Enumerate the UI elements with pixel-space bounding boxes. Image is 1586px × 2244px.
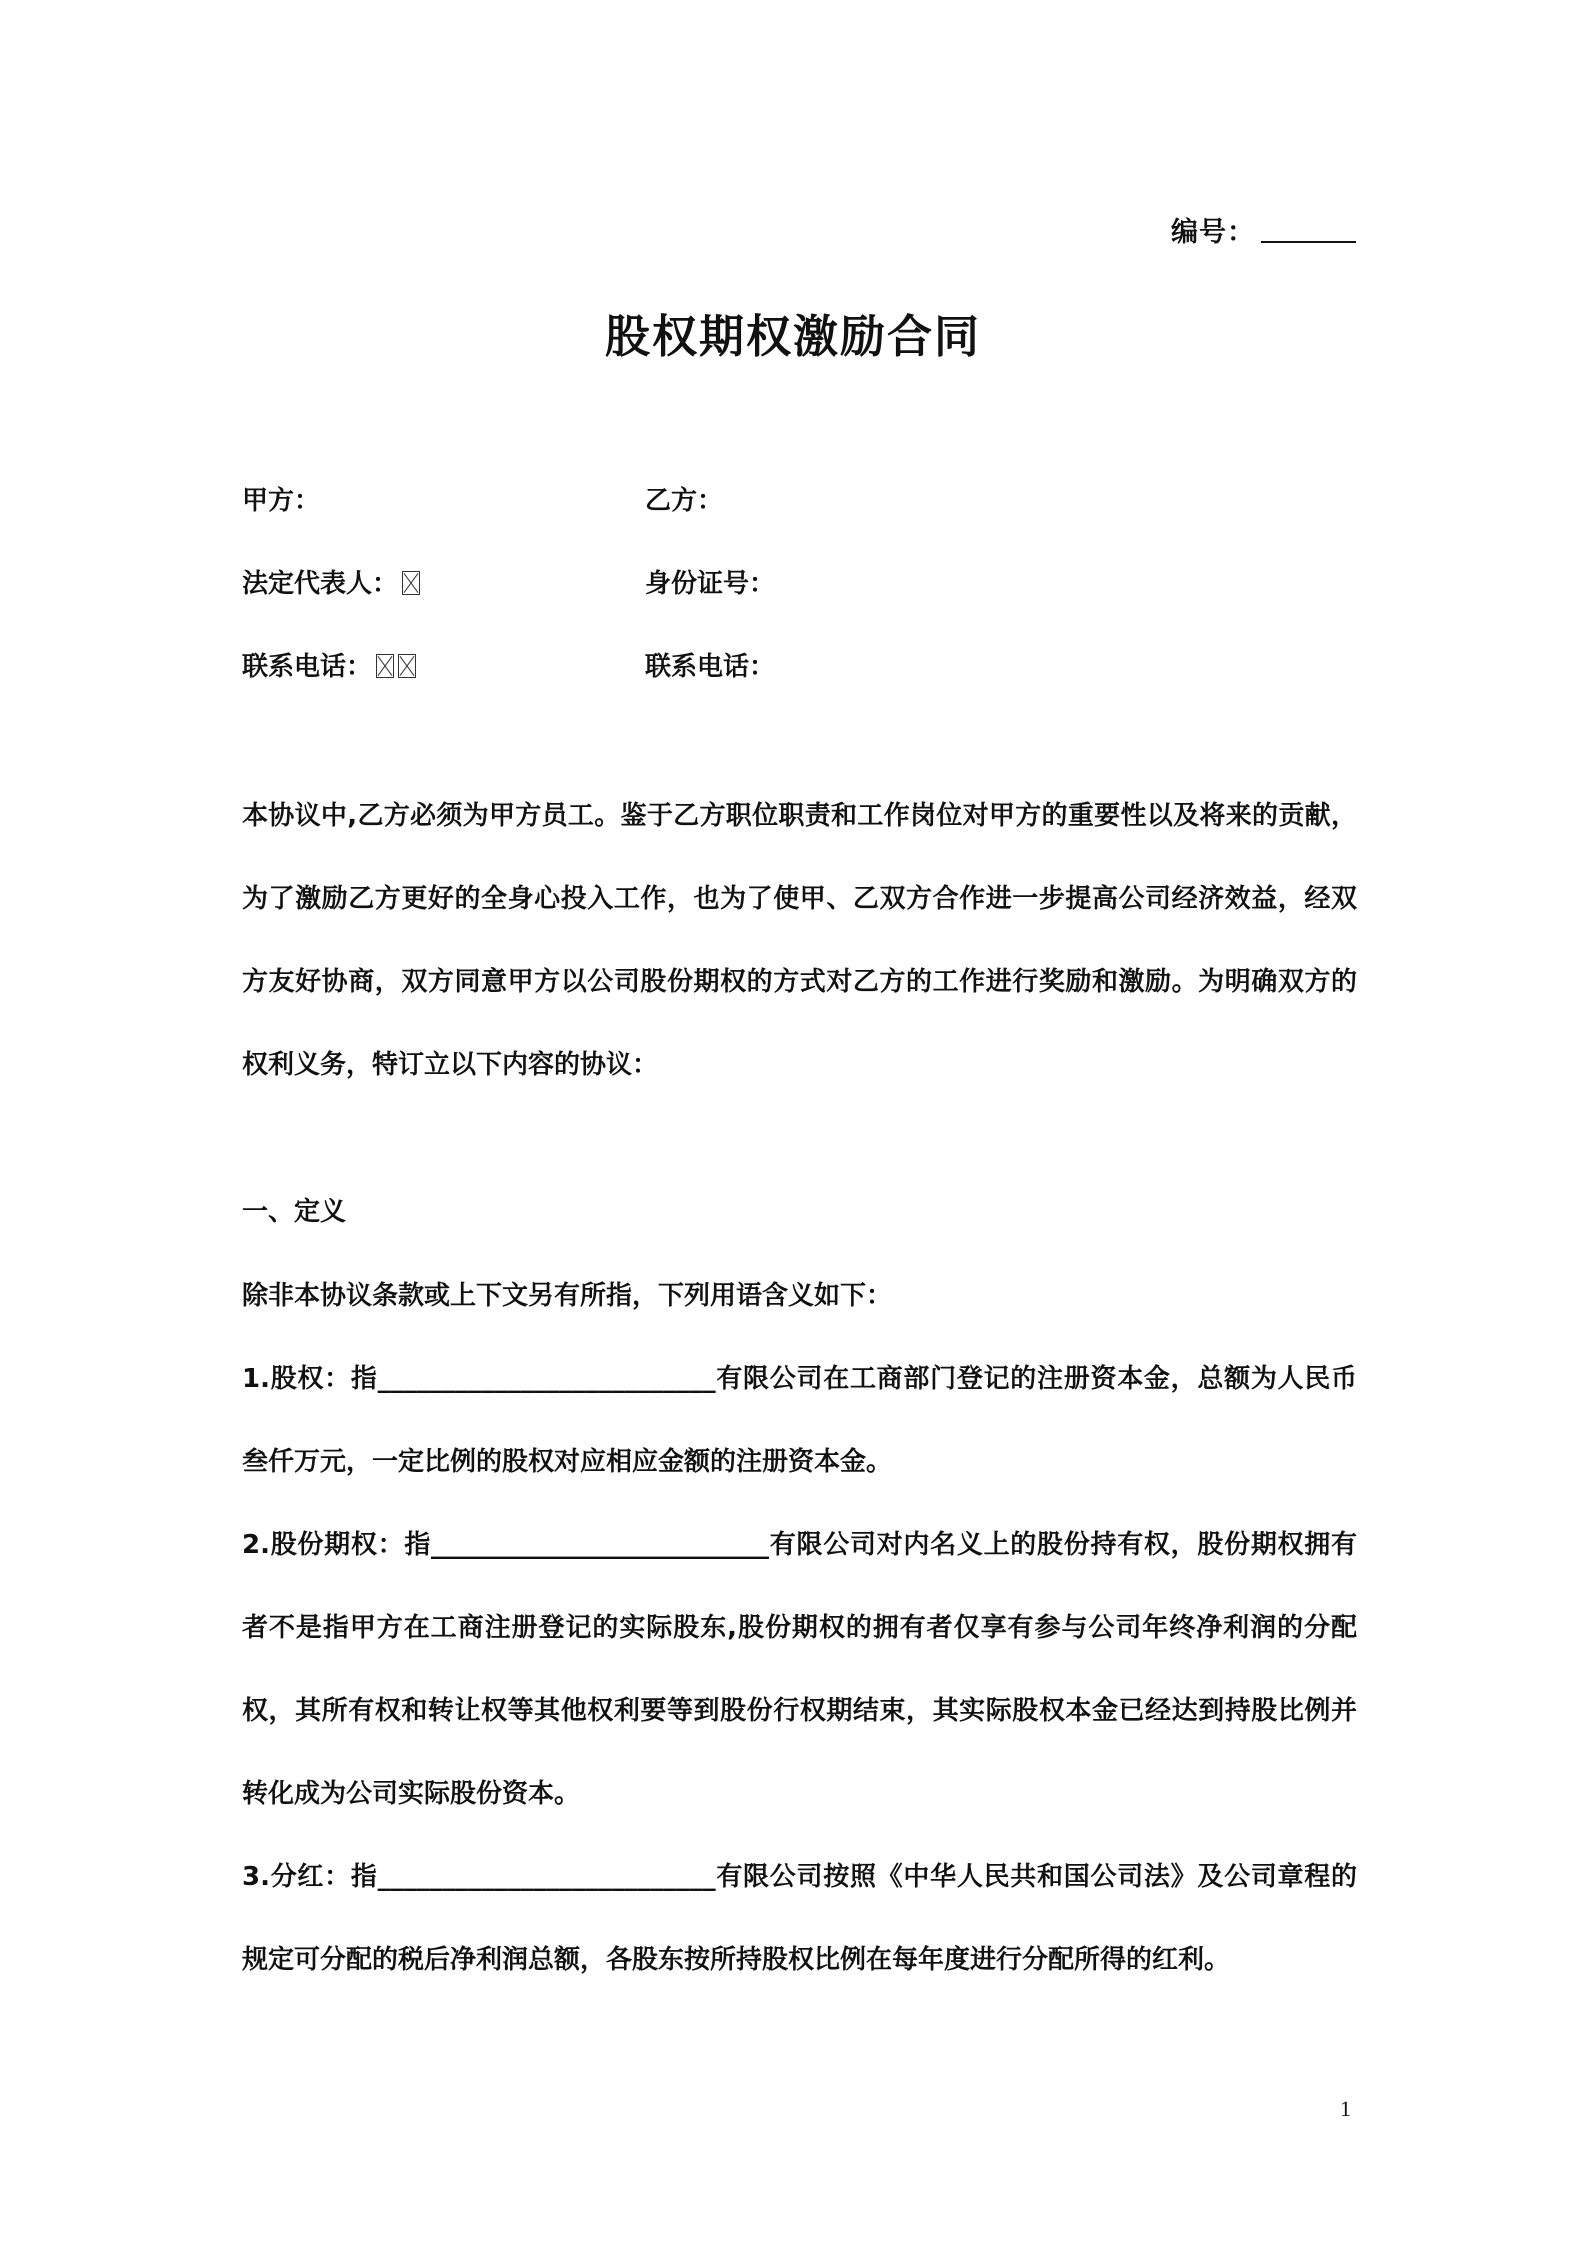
doc-number: [1171, 210, 1356, 249]
definition-item-2: 2.股份期权：指__________________________有限公司对内名义上的股份持有权，股份期权拥有者不是指甲方在工商注册登记的实际股东,股份期权的拥有者仅享有参与公司年终净利润的分配权，其所有权和转让权等其他权利要等到股份行权期结束，其实际股权本金已经达到持股比例并转化成为公司实际股份资本。: [242, 1530, 1357, 1809]
missing-glyph-icon: [398, 654, 416, 678]
doc-number-blank: [1261, 215, 1356, 243]
party-b-label: 乙方：: [645, 486, 724, 516]
document-title: 股权期权激励合同: [604, 310, 981, 363]
legal-rep-row: [242, 567, 420, 601]
definition-item-1: 1.股权：指__________________________有限公司在工商部门登记的注册资本金，总额为人民币叁仟万元，一定比例的股权对应相应金额的注册资本金。: [242, 1364, 1357, 1477]
phone-a-row: [242, 650, 416, 684]
legal-rep-label: 法定代表人：: [242, 569, 399, 599]
missing-glyph-icon: [376, 654, 394, 678]
doc-number-label: 编号：: [1171, 217, 1255, 248]
phone-b-label: 联系电话：: [645, 652, 776, 682]
definition-item-3: 3.分红：指__________________________有限公司按照《中华人民共和国公司法》及公司章程的规定可分配的税后净利润总额，各股东按所持股权比例在每年度进行分配所得的红利。: [242, 1862, 1357, 1975]
definitions-lead: 除非本协议条款或上下文另有所指，下列用语含义如下：: [242, 1281, 893, 1311]
page-number: 1: [1340, 2096, 1351, 2121]
party-a-label: 甲方：: [242, 486, 321, 516]
intro-paragraph: 本协议中,乙方必须为甲方员工。鉴于乙方职位职责和工作岗位对甲方的重要性以及将来的贡献，为了激励乙方更好的全身心投入工作，也为了使甲、乙双方合作进一步提高公司经济效益，经双方友好协商，双方同意甲方以公司股份期权的方式对乙方的工作进行奖励和激励。为明确双方的权利义务，特订立以下内容的协议：: [242, 801, 1357, 1080]
phone-a-label: 联系电话：: [242, 652, 373, 682]
missing-glyph-icon: [402, 571, 420, 595]
section-heading: 一、定义: [242, 1197, 347, 1227]
id-number-label: 身份证号：: [645, 569, 776, 599]
